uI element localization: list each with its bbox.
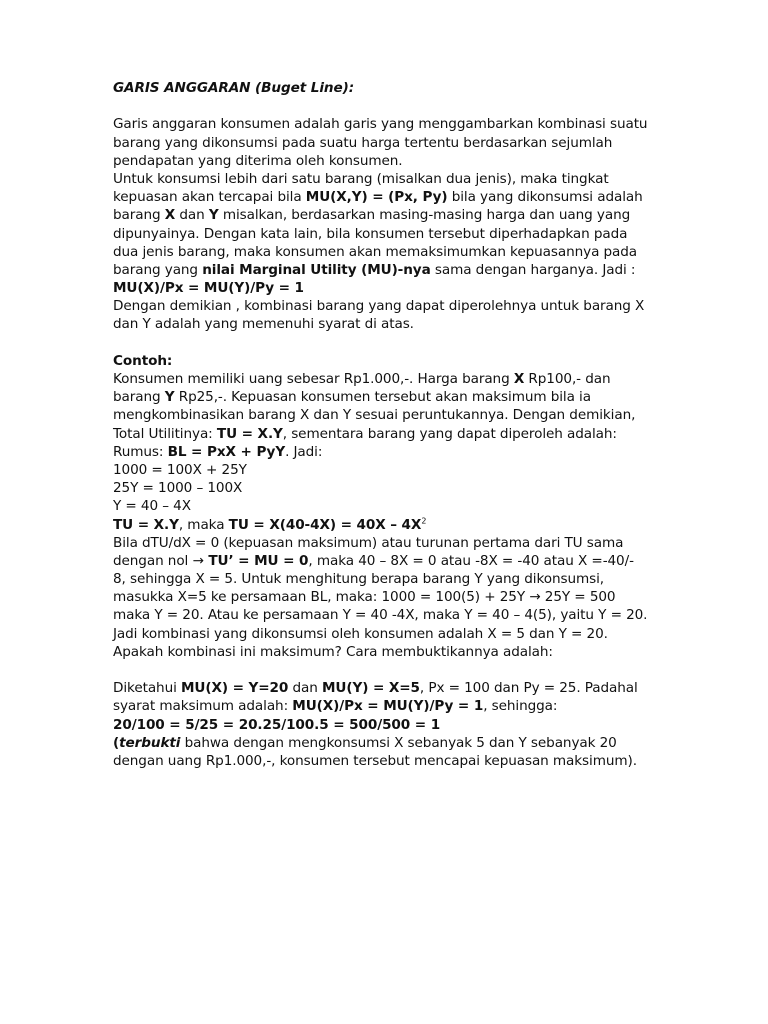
example-line: mengkombinasikan barang X dan Y sesuai peruntukannya. Dengan demikian, bbox=[113, 407, 636, 424]
paragraph-2-line: dua jenis barang, maka konsumen akan memaksimumkan kepuasannya pada bbox=[113, 243, 638, 260]
paragraph-2-line: dan Y adalah yang memenuhi syarat di atas. bbox=[113, 316, 414, 333]
paragraph-1-line: pendapatan yang diterima oleh konsumen. bbox=[113, 152, 403, 169]
example-heading: Contoh: bbox=[113, 352, 173, 369]
proof-line: syarat maksimum adalah: MU(X)/Px = MU(Y)/Py = 1, sehingga: bbox=[113, 698, 558, 715]
paragraph-2-line: Untuk konsumsi lebih dari satu barang (misalkan dua jenis), maka tingkat bbox=[113, 170, 609, 187]
equation-line: TU = X.Y, maka TU = $X(40-4X) = 40X - 4X^2$ bbox=[113, 515, 427, 533]
example-line: Bila dTU/dX = 0 (kepuasan maksimum) atau turunan pertama dari TU sama bbox=[113, 534, 624, 551]
example-line: dengan nol → TU’ = MU = 0, maka 40 – 8X = 0 atau -8X = -40 atau X =-40/- bbox=[113, 552, 634, 569]
example-line: 8, sehingga X = 5. Untuk menghitung berapa barang Y yang dikonsumsi, bbox=[113, 571, 604, 588]
paragraph-2-line: barang X dan Y misalkan, berdasarkan masing-masing harga dan uang yang bbox=[113, 207, 631, 224]
equation-line: 25Y = 1000 – 100X bbox=[113, 480, 243, 497]
example-line: maka Y = 20. Atau ke persamaan Y = 40 -4X, maka Y = 40 – 4(5), yaitu Y = 20. bbox=[113, 607, 648, 624]
proof-result: 20/100 = 5/25 = 20.25/100.5 = 500/500 = 1 bbox=[113, 716, 441, 733]
paragraph-1-line: Garis anggaran konsumen adalah garis yang menggambarkan kombinasi suatu bbox=[113, 116, 648, 133]
proof-line: Diketahui MU(X) = Y=20 dan MU(Y) = X=5, Px = 100 dan Py = 25. Padahal bbox=[113, 680, 638, 697]
equation-line: Y = 40 – 4X bbox=[113, 498, 191, 515]
proof-line: (terbukti bahwa dengan mengkonsumsi X sebanyak 5 dan Y sebanyak 20 bbox=[113, 734, 617, 751]
equation-line: 1000 = 100X + 25Y bbox=[113, 461, 247, 478]
document-body bbox=[113, 79, 665, 770]
paragraph-2-line: barang yang nilai Marginal Utility (MU)-nya sama dengan harganya. Jadi : bbox=[113, 261, 636, 278]
example-line: masukka X=5 ke persamaan BL, maka: 1000 = 100(5) + 25Y → 25Y = 500 bbox=[113, 589, 616, 606]
arrow-right-icon: → bbox=[529, 589, 541, 606]
paragraph-2-line: kepuasan akan tercapai bila MU(X,Y) = (Px, Py) bila yang dikonsumsi adalah bbox=[113, 189, 643, 206]
proof-line: dengan uang Rp1.000,-, konsumen tersebut mencapai kepuasan maksimum). bbox=[113, 752, 637, 769]
example-line: Rumus: BL = PxX + PyY. Jadi: bbox=[113, 443, 323, 460]
paragraph-2-line: dipunyainya. Dengan kata lain, bila konsumen tersebut diperhadapkan pada bbox=[113, 225, 628, 242]
example-line: Total Utilitinya: TU = X.Y, sementara barang yang dapat diperoleh adalah: bbox=[113, 425, 617, 442]
example-line: Apakah kombinasi ini maksimum? Cara membuktikannya adalah: bbox=[113, 643, 553, 660]
document-heading: GARIS ANGGARAN (Buget Line): bbox=[113, 80, 355, 96]
example-line: Jadi kombinasi yang dikonsumsi oleh konsumen adalah X = 5 dan Y = 20. bbox=[113, 625, 608, 642]
paragraph-2-line: Dengan demikian , kombinasi barang yang dapat diperolehnya untuk barang X bbox=[113, 298, 645, 315]
paragraph-1-line: barang yang dikonsumsi pada suatu harga tertentu berdasarkan sejumlah bbox=[113, 134, 613, 151]
example-line: Konsumen memiliki uang sebesar Rp1.000,-. Harga barang X Rp100,- dan bbox=[113, 371, 611, 387]
example-line: barang Y Rp25,-. Kepuasan konsumen tersebut akan maksimum bila ia bbox=[113, 389, 591, 406]
arrow-right-icon: → bbox=[192, 552, 204, 569]
equilibrium-formula: MU(X)/Px = MU(Y)/Py = 1 bbox=[113, 280, 304, 297]
